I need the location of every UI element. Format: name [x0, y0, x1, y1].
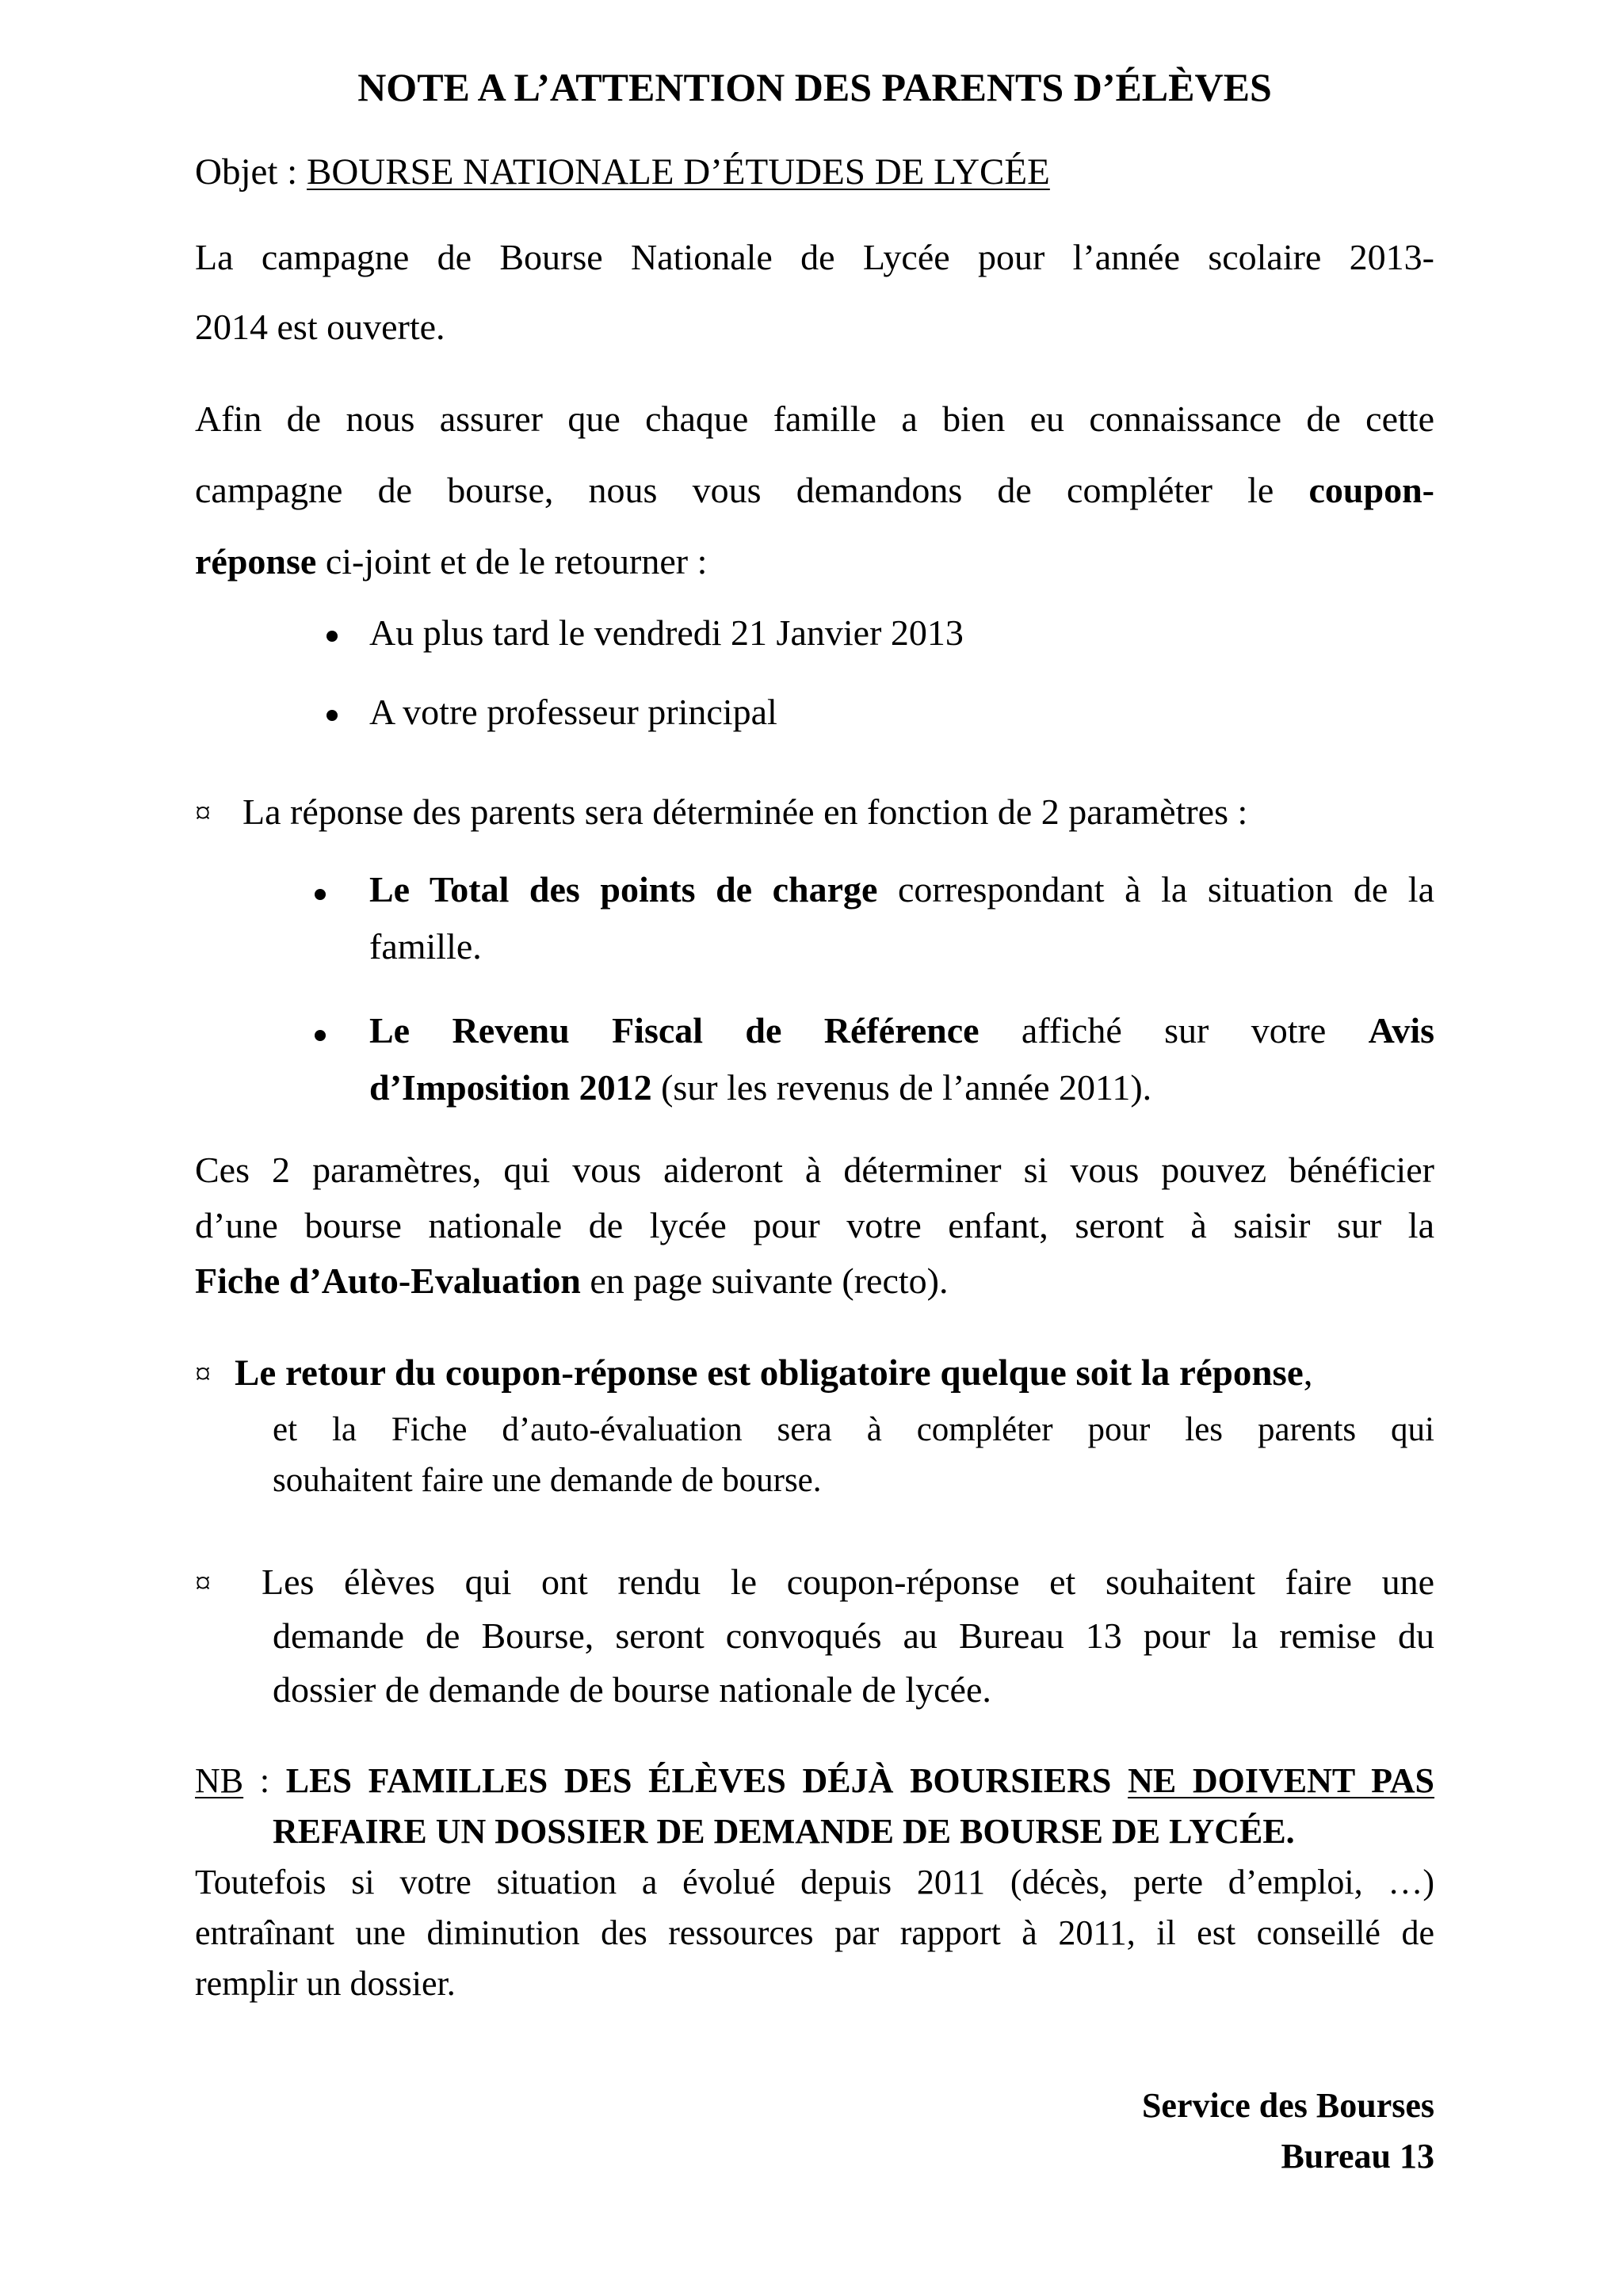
- params-item-2-line-2-bold: d’Imposition 2012: [369, 1067, 652, 1108]
- eleves-line-1: Les élèves qui ont rendu le coupon-réponse et souhaitent faire une: [262, 1562, 1434, 1602]
- params-item-1-line-1: [369, 867, 1434, 913]
- nb-colon: :: [259, 1761, 270, 1800]
- afin-line-3: [195, 539, 707, 585]
- params-item-2-word: Revenu: [452, 1010, 570, 1051]
- params-item-2-word: Référence: [823, 1010, 980, 1051]
- objet-label: Objet :: [195, 151, 298, 193]
- currency-sign-icon: ¤: [195, 1356, 211, 1391]
- objet-value: BOURSE NATIONALE D’ÉTUDES DE LYCÉE: [306, 151, 1050, 193]
- afin-line-1: Afin de nous assurer que chaque famille a bien eu connaissance de cette: [195, 399, 1434, 439]
- params-item-2-word: Le: [369, 1010, 411, 1051]
- nb-line-5: remplir un dossier.: [195, 1964, 456, 2003]
- retour-bold: Le retour du coupon-réponse est obligatoire quelque soit la réponse: [235, 1352, 1304, 1394]
- params-item-1-text: correspondant à la situation de la: [898, 869, 1434, 910]
- nb-line-2: REFAIRE UN DOSSIER DE DEMANDE DE BOURSE DE LYCÉE.: [273, 1812, 1295, 1851]
- bullet-icon: [315, 889, 326, 900]
- nb-line-1: [195, 1759, 1434, 1802]
- intro-line-2: 2014 est ouverte.: [195, 307, 445, 347]
- nb-label: NB: [195, 1761, 244, 1800]
- bullet-icon: [327, 710, 338, 721]
- return-item-2: A votre professeur principal: [369, 692, 777, 732]
- intro-line-1: La campagne de Bourse Nationale de Lycée pour l’année scolaire 2013-: [195, 237, 1434, 277]
- ces-line-3-bold: Fiche d’Auto-Evaluation: [195, 1261, 581, 1301]
- currency-sign-icon: ¤: [195, 795, 211, 830]
- nb-line-3: Toutefois si votre situation a évolué depuis 2011 (décès, perte d’emploi, …): [195, 1863, 1434, 1901]
- nb-bold: LES FAMILLES DES ÉLÈVES DÉJÀ BOURSIERS: [285, 1761, 1112, 1800]
- params-item-2-word: affiché: [1021, 1010, 1122, 1051]
- eleves-line-2: demande de Bourse, seront convoqués au Bureau 13 pour la remise du: [273, 1615, 1434, 1656]
- retour-comma: ,: [1303, 1352, 1313, 1394]
- params-item-2-word: Avis: [1368, 1010, 1435, 1051]
- ces-line-1: Ces 2 paramètres, qui vous aideront à déterminer si vous pouvez bénéficier: [195, 1150, 1434, 1190]
- params-item-2-word: votre: [1251, 1010, 1327, 1051]
- afin-line-3-bold: réponse: [195, 541, 317, 582]
- params-item-2-line-1: [369, 1008, 1434, 1054]
- params-item-2-word: sur: [1164, 1010, 1209, 1051]
- return-item-1: Au plus tard le vendredi 21 Janvier 2013: [369, 612, 964, 653]
- eleves-line-3: dossier de demande de bourse nationale de lycée.: [273, 1669, 991, 1710]
- nb-bold-underlined: NE DOIVENT PAS: [1128, 1761, 1435, 1800]
- params-item-2-word: Fiscal: [612, 1010, 704, 1051]
- params-item-2-word: de: [745, 1010, 782, 1051]
- currency-sign-icon: ¤: [195, 1565, 211, 1600]
- nb-line-4: entraînant une diminution des ressources par rapport à 2011, il est conseillé de: [195, 1913, 1434, 1952]
- signature-service: Service des Bourses: [1141, 2086, 1434, 2125]
- ces-line-3-text: en page suivante (recto).: [590, 1261, 949, 1301]
- ces-line-2: d’une bourse nationale de lycée pour votre enfant, seront à saisir sur la: [195, 1205, 1434, 1245]
- retour-line-1: [235, 1350, 1312, 1397]
- retour-line-3: souhaitent faire une demande de bourse.: [273, 1462, 822, 1499]
- page-title: NOTE A L’ATTENTION DES PARENTS D’ÉLÈVES: [357, 65, 1272, 109]
- params-item-1-line-2: famille.: [369, 926, 482, 967]
- afin-line-3-text: ci-joint et de le retourner :: [325, 541, 708, 582]
- afin-line-2-bold: coupon-: [1308, 470, 1434, 510]
- params-item-2-line-2-text: (sur les revenus de l’année 2011).: [661, 1067, 1152, 1108]
- params-item-2-line-2: [369, 1065, 1151, 1111]
- params-item-1-bold: Le Total des points de charge: [369, 869, 878, 910]
- signature-bureau: Bureau 13: [1281, 2137, 1434, 2176]
- afin-line-2: [195, 467, 1434, 513]
- afin-line-2-text: campagne de bourse, nous vous demandons de compléter le: [195, 470, 1274, 510]
- bullet-icon: [315, 1030, 326, 1041]
- params-intro: La réponse des parents sera déterminée en fonction de 2 paramètres :: [242, 791, 1248, 832]
- objet-line: [195, 149, 1050, 196]
- retour-line-2: et la Fiche d’auto-évaluation sera à compléter pour les parents qui: [273, 1411, 1434, 1448]
- bullet-icon: [327, 631, 338, 642]
- ces-line-3: [195, 1258, 949, 1304]
